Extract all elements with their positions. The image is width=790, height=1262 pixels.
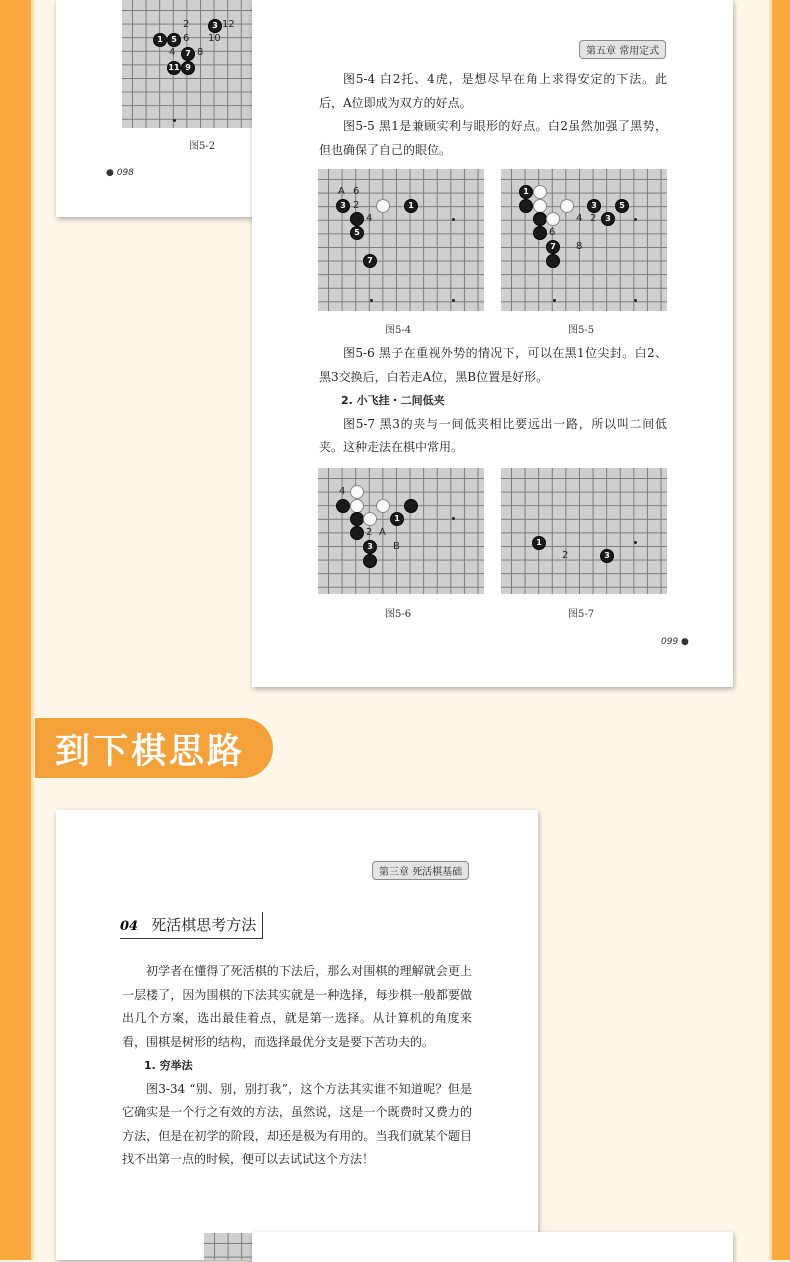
text-block-1	[319, 68, 667, 162]
black-stone	[533, 226, 547, 240]
move-marker: 2	[353, 200, 360, 211]
star-point	[553, 299, 556, 302]
white-stone	[546, 212, 560, 226]
star-point	[634, 218, 637, 221]
black-stone: 3	[363, 540, 377, 554]
black-stone	[533, 212, 547, 226]
black-stone: 1	[390, 512, 404, 526]
move-marker: 4	[339, 486, 346, 497]
black-stone: 7	[181, 47, 195, 61]
page-number: 099 ●	[661, 637, 689, 647]
move-marker: 2	[562, 550, 569, 561]
chapter-title: 死活棋基础	[412, 867, 463, 878]
star-point	[452, 517, 455, 520]
black-stone: 1	[532, 536, 546, 550]
star-point	[452, 218, 455, 221]
chapter-number: 第三章	[379, 867, 409, 878]
move-marker: 6	[183, 33, 190, 44]
black-stone	[404, 499, 418, 513]
right-frame-border	[772, 0, 790, 1260]
figure-5-7-board	[501, 468, 667, 594]
black-stone: 3	[600, 549, 614, 563]
black-stone: 5	[350, 226, 364, 240]
chapter-3-text	[122, 960, 472, 1172]
black-stone: 1	[153, 33, 167, 47]
white-stone	[533, 199, 547, 213]
white-stone	[363, 512, 377, 526]
chapter-badge	[372, 861, 469, 880]
white-stone	[376, 199, 390, 213]
banner-title: 到下棋思路	[55, 732, 246, 772]
chapter-badge	[579, 40, 666, 59]
white-stone	[376, 499, 390, 513]
star-point	[634, 541, 637, 544]
move-marker: 8	[197, 47, 204, 58]
move-marker: 2	[366, 527, 373, 538]
move-marker: 6	[353, 186, 360, 197]
page-number-text: 098	[116, 168, 134, 178]
page-number: ● 098	[106, 168, 134, 178]
move-marker: 4	[576, 213, 583, 224]
move-marker: 6	[549, 227, 556, 238]
black-stone	[519, 199, 533, 213]
paragraph: 图5-7 黑3的夹与一间低夹相比要远出一路，所以叫二间低夹。这种走法在棋中常用。	[319, 416, 667, 454]
move-marker: 4	[366, 213, 373, 224]
point-label-b: B	[393, 541, 400, 552]
black-stone: 5	[167, 33, 181, 47]
white-stone	[350, 485, 364, 499]
partial-board	[204, 1233, 254, 1260]
paragraph: 图5-4 白2托、4虎，是想尽早在角上求得安定的下法。此后，A位即成为双方的好点。	[319, 72, 667, 110]
white-stone	[350, 499, 364, 513]
section-title: 死活棋思考方法	[151, 916, 257, 934]
left-frame-border	[0, 0, 31, 1260]
figure-caption: 图5-2	[189, 141, 216, 152]
page-098	[56, 0, 256, 217]
black-stone	[336, 499, 350, 513]
black-stone	[546, 254, 560, 268]
subheading: 1. 穷举法	[144, 1059, 193, 1072]
black-stone: 3	[208, 19, 222, 33]
star-point	[452, 299, 455, 302]
section-number: 04	[120, 919, 139, 934]
black-stone	[350, 512, 364, 526]
paragraph: 初学者在懂得了死活棋的下法后，那么对围棋的理解就会更上一层楼了，因为围棋的下法其实就是一种选择，每步棋一般都要做出几个方案，选出最佳着点，就是第一选择。从计算机的角度来看，围棋是树形的结构，而选择最优分支是要下苦功夫的。	[122, 964, 472, 1049]
white-stone	[533, 185, 547, 199]
figure-caption: 图5-6	[385, 609, 412, 620]
star-point	[173, 119, 176, 122]
move-marker: 2	[590, 213, 597, 224]
black-stone	[363, 554, 377, 568]
right-frame-inner	[769, 0, 772, 1260]
move-marker: 4	[169, 47, 176, 58]
text-block-2	[319, 342, 667, 460]
chapter-title: 常用定式	[619, 46, 660, 57]
move-marker: 2	[183, 19, 190, 30]
figure-caption: 图5-4	[385, 325, 412, 336]
page-chapter-3	[56, 810, 538, 1260]
chapter-number: 第五章	[586, 46, 616, 57]
paragraph: 图5-5 黑1是兼顾实利与眼形的好点。白2虽然加强了黑势，但也确保了自己的眼位。	[319, 119, 667, 157]
star-point	[634, 299, 637, 302]
white-stone	[560, 199, 574, 213]
move-marker: 8	[576, 241, 583, 252]
section-heading: 2. 小飞挂・二间低夹	[341, 394, 445, 407]
black-stone: 7	[546, 240, 560, 254]
move-marker: 12	[222, 19, 235, 30]
figure-caption: 图5-5	[568, 325, 595, 336]
black-stone	[350, 212, 364, 226]
section-title-box	[120, 912, 263, 939]
black-stone: 7	[363, 254, 377, 268]
black-stone: 1	[404, 199, 418, 213]
black-stone: 5	[615, 199, 629, 213]
black-stone: 9	[181, 61, 195, 75]
point-label-a: A	[338, 186, 345, 197]
move-marker: 10	[208, 33, 221, 44]
black-stone	[350, 526, 364, 540]
page-099	[252, 0, 733, 687]
paragraph: 图3-34 “别、别，别打我”，这个方法其实谁不知道呢？但是它确实是一个行之有效的方法，虽然说，这是一个既费时又费力的方法，但是在初学的阶段，却还是极为有用的。当我们就某个题目找不出第一点的时候，便可以去试试这个方法！	[122, 1081, 472, 1166]
figure-caption: 图5-7	[568, 609, 595, 620]
paragraph: 图5-6 黑子在重视外势的情况下，可以在黑1位尖封。白2、黑3交换后，白若走A位，黑B位置是好形。	[319, 346, 667, 384]
left-frame-inner	[31, 0, 34, 1260]
section-banner	[35, 718, 273, 778]
page-number-text: 099	[661, 637, 679, 647]
black-stone: 1	[519, 185, 533, 199]
black-stone: 3	[587, 199, 601, 213]
point-label-a: A	[379, 527, 386, 538]
black-stone: 11	[167, 61, 181, 75]
black-stone: 3	[336, 199, 350, 213]
next-page-edge	[252, 1232, 733, 1262]
black-stone: 3	[601, 212, 615, 226]
star-point	[370, 299, 373, 302]
